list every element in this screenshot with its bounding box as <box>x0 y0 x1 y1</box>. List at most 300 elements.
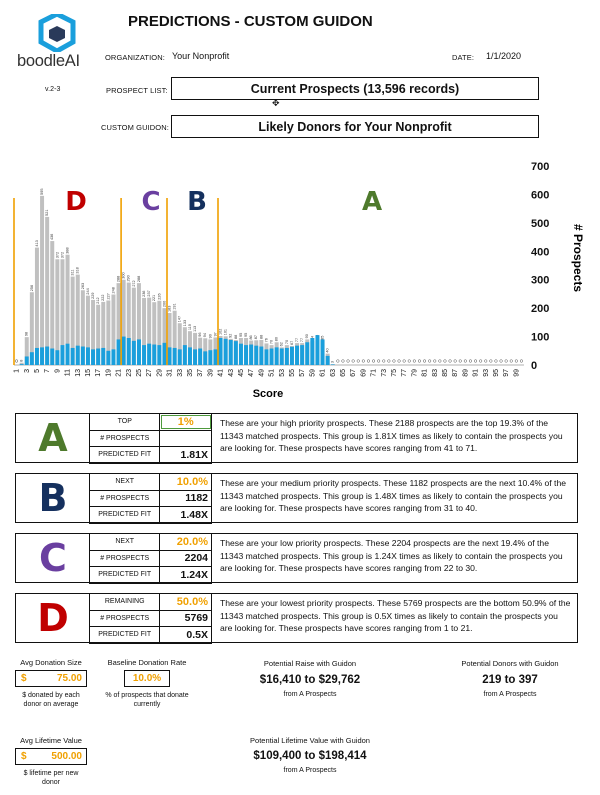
zero-marker <box>372 360 375 363</box>
cursor-icon: ✥ <box>272 98 280 108</box>
organization-label: ORGANIZATION: <box>105 53 165 62</box>
x-tick-label: 23 <box>125 369 133 377</box>
bar-value-label: 436 <box>50 233 55 241</box>
bar-positive <box>178 349 182 365</box>
bar-value-label: 119 <box>187 324 192 331</box>
bar-positive <box>203 351 207 365</box>
bar-positive <box>305 342 309 365</box>
y-tick-label: 300 <box>531 274 550 287</box>
bar-value-label: 372 <box>60 251 65 259</box>
group-letter: A <box>38 416 68 460</box>
raise-label: Potential Raise with Guidon <box>263 659 357 668</box>
bar-value-label: 97 <box>213 332 218 337</box>
zero-marker <box>362 360 365 363</box>
x-tick-label: 99 <box>513 369 521 377</box>
group-table <box>89 533 212 584</box>
x-tick-label: 93 <box>482 369 490 377</box>
group-description: These are your high priority prospects. These 2188 prospects are the top 19.3% of the 11343 matched prospects. This group is 1.81X times as likely to contain the prospects you are looking for. These prospects have scores ranging from 41 to 71. <box>220 418 563 454</box>
x-tick-label: 45 <box>237 369 245 377</box>
zero-marker <box>418 360 421 363</box>
baseline-sub: % of prospects that donate currently <box>105 692 189 708</box>
bar-value-label: 77 <box>300 337 305 343</box>
x-tick-label: 39 <box>207 369 215 377</box>
group-percent[interactable]: 20.0% <box>160 534 212 551</box>
bar-value-label: 183 <box>167 305 172 312</box>
bar-positive <box>50 349 54 365</box>
y-tick-label: 200 <box>531 303 550 316</box>
bar-positive <box>331 364 335 365</box>
group-percent[interactable]: 50.0% <box>160 594 212 611</box>
bar-positive <box>147 344 151 365</box>
x-tick-label: 15 <box>84 369 92 377</box>
group-description: These are your lowest priority prospects. These 5769 prospects are the bottom 50.9% of the 11343 matched prospects. This group is 0.5X times as likely to contain the prospects you are looking for. These prospects have scores ranging from 1 to 21. <box>220 598 571 634</box>
score-histogram <box>0 150 600 402</box>
y-tick-label: 100 <box>531 331 550 344</box>
bar-positive <box>264 349 268 365</box>
group-table <box>89 413 212 464</box>
x-tick-label: 11 <box>64 369 72 377</box>
bar-positive <box>234 341 238 365</box>
zero-marker <box>500 360 503 363</box>
group-key: PREDICTED FIT <box>90 567 160 584</box>
zero-marker <box>388 360 391 363</box>
raise-value: $16,410 to $29,762 <box>259 674 361 686</box>
bar-matched <box>40 196 44 365</box>
ltv-value: 500.00 <box>51 751 82 762</box>
bar-value-label: 236 <box>142 290 147 297</box>
zero-marker <box>495 360 498 363</box>
bar-positive <box>270 349 274 365</box>
x-tick-label: 81 <box>421 369 429 377</box>
bar-value-label: 288 <box>116 275 121 283</box>
organization-value: Your Nonprofit <box>172 51 230 61</box>
x-tick-label: 53 <box>278 369 286 377</box>
bar-value-label: 133 <box>182 319 187 327</box>
prospect-list-field[interactable] <box>171 77 539 100</box>
bar-value-label: 248 <box>111 287 116 294</box>
bar-value-label: 90 <box>208 334 213 339</box>
bar-positive <box>300 345 304 365</box>
bar-positive <box>35 348 39 365</box>
x-tick-label: 9 <box>54 369 62 373</box>
baseline-label: Baseline Donation Rate <box>107 658 187 667</box>
bar-value-label: 595 <box>40 188 45 195</box>
avg-donation-currency: $ <box>21 673 27 684</box>
y-axis-title: # Prospects <box>571 223 585 293</box>
bar-value-label: 92 <box>228 333 233 338</box>
bar-value-label: 372 <box>55 251 60 259</box>
x-tick-label: 71 <box>370 369 378 377</box>
group-percent[interactable]: 10.0% <box>160 474 212 491</box>
bar-positive <box>208 350 212 365</box>
baseline-value: 10.0% <box>132 673 162 684</box>
zero-marker <box>413 360 416 363</box>
date-value: 1/1/2020 <box>486 51 522 61</box>
bar-positive <box>275 347 279 365</box>
zero-marker <box>423 360 426 363</box>
date-label: DATE: <box>452 53 475 62</box>
group-prospects: 5769 <box>160 610 212 627</box>
zero-marker <box>393 360 396 363</box>
bar-value-label: 318 <box>75 267 80 274</box>
bar-positive <box>280 349 284 365</box>
bar-positive <box>249 345 253 365</box>
bar-positive <box>239 344 243 365</box>
zero-marker <box>515 360 518 363</box>
zero-marker <box>454 360 457 363</box>
zone-label-b: B <box>187 187 207 217</box>
raise-sub: from A Prospects <box>283 691 337 698</box>
group-table <box>89 593 212 644</box>
bar-positive <box>66 344 70 365</box>
x-tick-label: 61 <box>319 369 327 377</box>
ltv-label: Avg Lifetime Value <box>20 736 82 745</box>
zero-marker <box>398 360 401 363</box>
group-fit: 1.48X <box>160 507 212 524</box>
bar-value-label: 113 <box>193 325 198 332</box>
bar-positive <box>173 348 177 365</box>
bar-positive <box>254 346 258 365</box>
x-tick-label: 63 <box>329 369 337 377</box>
x-tick-label: 41 <box>217 369 225 377</box>
x-tick-label: 73 <box>380 369 388 377</box>
ltv-field[interactable] <box>15 748 87 765</box>
x-tick-label: 7 <box>44 369 52 373</box>
zero-marker <box>347 360 350 363</box>
group-key: PREDICTED FIT <box>90 447 160 464</box>
bar-value-label: 413 <box>34 240 39 247</box>
custom-guidon-field[interactable] <box>171 115 539 138</box>
bar-value-label: 288 <box>136 275 141 283</box>
bar-positive <box>86 347 90 365</box>
x-tick-label: 13 <box>74 369 82 377</box>
bar-value-label: 272 <box>131 280 136 287</box>
bar-value-label: 191 <box>172 303 177 310</box>
zero-marker <box>479 360 482 363</box>
bar-positive <box>310 338 314 365</box>
group-b <box>15 473 578 523</box>
bar-value-label: 388 <box>65 247 70 254</box>
bar-positive <box>321 339 325 365</box>
bar-positive <box>111 349 115 365</box>
x-tick-label: 97 <box>503 369 511 377</box>
bar-value-label: 95 <box>244 332 249 337</box>
bar-positive <box>101 348 105 365</box>
group-key: NEXT <box>90 534 160 551</box>
group-key: TOP <box>90 414 160 431</box>
x-tick-label: 59 <box>309 369 317 377</box>
x-tick-label: 1 <box>13 369 21 373</box>
custom-guidon-label: CUSTOM GUIDON: <box>101 123 169 132</box>
bar-positive <box>213 349 217 365</box>
group-c <box>15 533 578 583</box>
zero-marker <box>474 360 477 363</box>
zero-marker <box>459 360 462 363</box>
bar-positive <box>244 345 248 365</box>
group-table <box>89 473 212 524</box>
y-tick-label: 600 <box>531 189 550 202</box>
lifetime-value-sub: from A Prospects <box>283 767 337 774</box>
zero-marker <box>449 360 452 363</box>
version-label: v.2-3 <box>45 86 61 93</box>
group-letter: B <box>38 476 68 520</box>
bar-value-label: 85 <box>320 335 325 340</box>
bar-value-label: 80 <box>274 337 279 342</box>
zero-marker <box>382 360 385 363</box>
bar-positive <box>122 337 126 365</box>
zero-marker <box>337 360 340 363</box>
bar-value-label: 95 <box>238 332 243 337</box>
bar-positive <box>168 347 172 365</box>
bar-positive <box>326 356 330 365</box>
x-tick-label: 19 <box>105 369 113 377</box>
bar-positive <box>188 347 192 365</box>
bar-value-label: 88 <box>259 334 264 339</box>
bar-matched <box>55 259 59 365</box>
zero-marker <box>408 360 411 363</box>
bar-value-label: 76 <box>264 338 269 343</box>
logo-text: boodleAI <box>17 52 80 70</box>
lifetime-value-label: Potential Lifetime Value with Guidon <box>250 736 370 745</box>
bar-value-label: 212 <box>96 297 101 304</box>
donors-sub: from A Prospects <box>483 691 537 698</box>
bar-positive <box>127 338 131 365</box>
x-tick-label: 65 <box>339 369 347 377</box>
bar-positive <box>152 345 156 365</box>
bar-value-label: 147 <box>177 315 182 323</box>
group-key: # PROSPECTS <box>90 610 160 627</box>
group-fit: 0.5X <box>160 627 212 644</box>
x-tick-label: 95 <box>492 369 500 377</box>
bar-value-label: 77 <box>295 337 300 343</box>
bar-positive <box>132 341 136 365</box>
bar-value-label: 226 <box>157 293 162 300</box>
bar-value-label: 102 <box>218 328 223 336</box>
bar-value-label: 521 <box>45 209 50 216</box>
x-tick-label: 5 <box>33 369 41 373</box>
y-tick-label: 700 <box>531 161 550 173</box>
x-tick-label: 57 <box>299 369 307 377</box>
x-tick-label: 17 <box>95 369 103 377</box>
bar-positive <box>30 352 34 365</box>
bar-value-label: 8 <box>19 359 24 362</box>
group-key: # PROSPECTS <box>90 490 160 507</box>
bar-value-label: 70 <box>269 339 274 345</box>
group-description: These are your low priority prospects. These 2204 prospects are the next 19.4% of the 11343 matched prospects. This group is 1.24X times as likely to contain the prospects you are looking for. These prospects have scores ranging from 22 to 30. <box>220 538 563 574</box>
bar-positive <box>71 348 75 365</box>
lifetime-value: $109,400 to $198,414 <box>253 750 367 762</box>
bar-positive <box>106 351 110 365</box>
x-tick-label: 79 <box>411 369 419 377</box>
x-tick-label: 49 <box>258 369 266 377</box>
bar-value-label: 3 <box>330 361 335 364</box>
zero-marker <box>403 360 406 363</box>
zone-label-a: A <box>361 187 383 217</box>
bar-value-label: 94 <box>203 333 208 338</box>
bar-positive <box>60 345 64 365</box>
prospect-list-value: Current Prospects (13,596 records) <box>250 81 460 96</box>
bar-positive <box>91 349 95 365</box>
group-fit: 1.81X <box>160 447 212 464</box>
bar-positive <box>290 347 294 365</box>
logo <box>17 14 97 70</box>
bar-positive <box>25 356 29 365</box>
bar-positive <box>193 349 197 365</box>
group-key: NEXT <box>90 474 160 491</box>
bar-value-label: 229 <box>91 292 96 299</box>
bar-positive <box>142 345 146 365</box>
bar-positive <box>137 339 141 365</box>
zero-marker <box>377 360 380 363</box>
bar-positive <box>183 345 187 365</box>
bar-positive <box>20 364 24 365</box>
x-tick-label: 83 <box>431 369 439 377</box>
x-tick-label: 77 <box>401 369 409 377</box>
zero-marker <box>428 360 431 363</box>
x-tick-label: 69 <box>360 369 368 377</box>
group-key: # PROSPECTS <box>90 550 160 567</box>
zero-marker <box>15 360 18 363</box>
bar-positive <box>157 345 161 365</box>
x-tick-label: 35 <box>186 369 194 377</box>
bar-value-label: 101 <box>223 328 228 336</box>
custom-guidon-value: Likely Donors for Your Nonprofit <box>258 119 452 134</box>
bar-matched <box>45 217 49 365</box>
bar-value-label: 263 <box>80 282 85 290</box>
bar-value-label: 300 <box>121 272 126 279</box>
bar-value-label: 221 <box>152 294 157 302</box>
group-fit: 1.24X <box>160 567 212 584</box>
zero-marker <box>439 360 442 363</box>
bar-value-label: 67 <box>289 340 294 345</box>
group-prospects: 1182 <box>160 490 212 507</box>
group-key: REMAINING <box>90 594 160 611</box>
group-key: PREDICTED FIT <box>90 507 160 524</box>
bar-value-label: 90 <box>305 334 310 339</box>
bar-value-label: 237 <box>147 290 152 297</box>
x-tick-label: 27 <box>146 369 154 377</box>
bar-positive <box>295 346 299 365</box>
x-tick-label: 29 <box>156 369 164 377</box>
x-tick-label: 37 <box>197 369 205 377</box>
x-tick-label: 43 <box>227 369 235 377</box>
bar-value-label: 62 <box>279 342 284 347</box>
group-description: These are your medium priority prospects. These 1182 prospects are the next 10.4% of the 11343 matched prospects. This group is 1.48X times as likely to contain the prospects you are looking for. These prospects have scores ranging from 31 to 40. <box>220 478 567 514</box>
group-letter: C <box>39 536 67 580</box>
zero-marker <box>464 360 467 363</box>
bar-positive <box>224 339 228 365</box>
x-tick-label: 51 <box>268 369 276 377</box>
x-tick-label: 67 <box>350 369 358 377</box>
bar-value-label: 200 <box>162 300 167 308</box>
bar-positive <box>96 349 100 365</box>
bar-value-label: 96 <box>198 332 203 337</box>
bar-positive <box>81 347 85 365</box>
zero-marker <box>484 360 487 363</box>
bar-positive <box>259 347 263 365</box>
x-tick-label: 75 <box>390 369 398 377</box>
x-axis-title: Score <box>252 388 284 400</box>
zero-marker <box>342 360 345 363</box>
x-tick-label: 21 <box>115 369 123 377</box>
x-tick-label: 33 <box>176 369 184 377</box>
group-d <box>15 593 578 643</box>
group-letter: D <box>37 596 69 640</box>
logo-icon <box>37 14 77 52</box>
group-prospects <box>160 430 212 447</box>
bar-value-label: 256 <box>29 284 34 292</box>
bar-value-label: 311 <box>70 269 75 276</box>
ltv-currency: $ <box>21 751 27 762</box>
group-key: PREDICTED FIT <box>90 627 160 644</box>
bar-value-label: 290 <box>126 275 131 282</box>
y-tick-label: 500 <box>531 217 550 230</box>
group-key: # PROSPECTS <box>90 430 160 447</box>
bar-positive <box>229 340 233 365</box>
group-percent[interactable]: 1% <box>160 414 212 431</box>
zero-marker <box>367 360 370 363</box>
x-tick-label: 3 <box>23 369 31 373</box>
zero-marker <box>520 360 523 363</box>
bar-value-label: 86 <box>249 335 254 340</box>
zero-marker <box>490 360 493 363</box>
bar-value-label: 98 <box>24 331 29 337</box>
bar-positive <box>198 349 202 365</box>
bar-positive <box>40 347 44 365</box>
zone-label-d: D <box>65 187 87 217</box>
bar-value-label: 88 <box>233 334 238 339</box>
bar-matched <box>35 248 39 365</box>
ltv-sub: $ lifetime per new donor <box>23 770 79 786</box>
bar-value-label: 227 <box>106 293 111 300</box>
bar-value-label: 70 <box>284 339 289 345</box>
donors-value: 219 to 397 <box>482 674 538 686</box>
zero-marker <box>505 360 508 363</box>
zero-marker <box>510 360 513 363</box>
group-a <box>15 413 578 463</box>
zero-marker <box>469 360 472 363</box>
donors-label: Potential Donors with Guidon <box>461 659 559 668</box>
x-tick-label: 25 <box>135 369 143 377</box>
x-tick-label: 55 <box>288 369 296 377</box>
page-title: PREDICTIONS - CUSTOM GUIDON <box>128 13 373 30</box>
bar-positive <box>55 350 59 365</box>
avg-donation-field[interactable] <box>15 670 87 687</box>
group-prospects: 2204 <box>160 550 212 567</box>
bar-positive <box>162 343 166 365</box>
bar-value-label: 40 <box>325 348 330 353</box>
x-tick-label: 89 <box>462 369 470 377</box>
bar-positive <box>45 347 49 365</box>
zone-label-c: C <box>141 187 161 217</box>
bar-positive <box>117 339 121 365</box>
avg-donation-value: 75.00 <box>56 673 82 684</box>
zero-marker <box>357 360 360 363</box>
x-tick-label: 87 <box>452 369 460 377</box>
zero-marker <box>444 360 447 363</box>
zero-marker <box>352 360 355 363</box>
x-tick-label: 31 <box>166 369 174 377</box>
baseline-field[interactable] <box>124 670 170 687</box>
bar-value-label: 244 <box>85 288 90 295</box>
bar-positive <box>315 335 319 365</box>
bar-value-label: 87 <box>254 335 259 340</box>
bar-value-label: 222 <box>101 294 106 301</box>
x-tick-label: 47 <box>248 369 256 377</box>
zero-marker <box>433 360 436 363</box>
x-tick-label: 85 <box>441 369 449 377</box>
avg-donation-sub: $ donated by each donor on average <box>22 692 80 708</box>
